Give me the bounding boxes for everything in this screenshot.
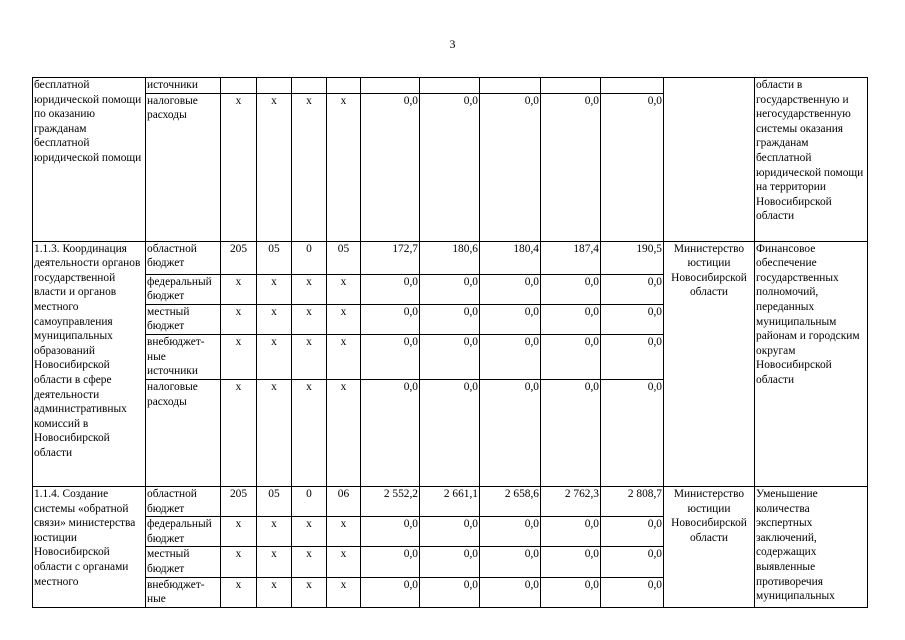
budget-code-cell: x xyxy=(292,93,327,241)
amount-cell: 187,4 xyxy=(541,241,601,274)
amount-cell: 0,0 xyxy=(420,547,480,577)
amount-cell xyxy=(541,78,601,94)
amount-cell: 180,4 xyxy=(480,241,541,274)
amount-cell: 0,0 xyxy=(541,334,601,379)
budget-code-cell: 0 xyxy=(292,241,327,274)
amount-cell: 0,0 xyxy=(361,304,420,334)
amount-cell: 180,6 xyxy=(420,241,480,274)
budget-code-cell: 205 xyxy=(221,486,257,516)
budget-code-cell: x xyxy=(292,274,327,304)
amount-cell: 0,0 xyxy=(480,577,541,607)
budget-code-cell: x xyxy=(327,334,361,379)
table-row xyxy=(33,78,868,94)
budget-code-cell: x xyxy=(257,334,292,379)
budget-code-cell: x xyxy=(257,547,292,577)
expected-result-cell: Финансовое обеспечение государственных полномочий, переданных муниципальным районам и городским округам Новосибирской области xyxy=(755,241,868,486)
amount-cell: 0,0 xyxy=(361,577,420,607)
budget-code-cell: x xyxy=(257,379,292,486)
budget-code-cell: x xyxy=(292,379,327,486)
budget-code-cell: x xyxy=(221,274,257,304)
measure-name-cell: 1.1.4. Создание системы «обратной связи» министерства юстиции Новосибирской области с органами местного xyxy=(33,486,146,607)
budget-code-cell: 06 xyxy=(327,486,361,516)
amount-cell: 0,0 xyxy=(601,577,664,607)
amount-cell: 0,0 xyxy=(480,379,541,486)
budget-code-cell: x xyxy=(327,274,361,304)
amount-cell: 0,0 xyxy=(541,304,601,334)
funding-source-cell: местный бюджет xyxy=(146,304,221,334)
budget-code-cell: x xyxy=(327,547,361,577)
amount-cell: 0,0 xyxy=(420,274,480,304)
budget-code-cell: x xyxy=(292,547,327,577)
amount-cell: 0,0 xyxy=(420,334,480,379)
amount-cell xyxy=(361,78,420,94)
funding-source-cell: внебюджет-ные источники xyxy=(146,334,221,379)
budget-code-cell: x xyxy=(221,304,257,334)
funding-source-cell: внебюджет-ные xyxy=(146,577,221,607)
budget-code-cell: 0 xyxy=(292,486,327,516)
amount-cell: 0,0 xyxy=(541,93,601,241)
budget-code-cell: x xyxy=(221,379,257,486)
budget-code-cell: x xyxy=(257,304,292,334)
amount-cell: 0,0 xyxy=(601,379,664,486)
executor-cell: Министерство юстиции Новосибирской области xyxy=(664,241,755,486)
amount-cell: 0,0 xyxy=(361,274,420,304)
amount-cell: 0,0 xyxy=(361,93,420,241)
budget-code-cell: x xyxy=(327,379,361,486)
amount-cell: 0,0 xyxy=(601,274,664,304)
amount-cell: 2 661,1 xyxy=(420,486,480,516)
amount-cell: 0,0 xyxy=(361,379,420,486)
table-row xyxy=(33,241,868,274)
funding-source-cell: федеральный бюджет xyxy=(146,274,221,304)
budget-code-cell: x xyxy=(292,334,327,379)
table-row xyxy=(33,486,868,516)
program-table xyxy=(32,77,868,608)
budget-code-cell: x xyxy=(257,93,292,241)
budget-code-cell: x xyxy=(327,577,361,607)
measure-name-cell: 1.1.3. Координация деятельности органов государственной власти и органов местного самоуправления муниципальных образований Новосибирской области в сфере деятельности административных комиссий в Новосибирской области xyxy=(33,241,146,486)
amount-cell: 172,7 xyxy=(361,241,420,274)
amount-cell xyxy=(420,78,480,94)
budget-code-cell xyxy=(221,78,257,94)
amount-cell: 0,0 xyxy=(480,304,541,334)
budget-code-cell: x xyxy=(257,577,292,607)
executor-cell: Министерство юстиции Новосибирской области xyxy=(664,486,755,607)
amount-cell: 0,0 xyxy=(420,93,480,241)
amount-cell: 0,0 xyxy=(541,547,601,577)
amount-cell: 2 808,7 xyxy=(601,486,664,516)
budget-code-cell: x xyxy=(221,517,257,547)
amount-cell: 2 658,6 xyxy=(480,486,541,516)
amount-cell: 0,0 xyxy=(361,517,420,547)
measure-name-cell: бесплатной юридической помощи по оказанию гражданам бесплатной юридической помощи xyxy=(33,78,146,242)
amount-cell: 0,0 xyxy=(601,93,664,241)
budget-code-cell: x xyxy=(327,517,361,547)
funding-source-cell: налоговые расходы xyxy=(146,379,221,486)
budget-code-cell: x xyxy=(221,577,257,607)
expected-result-cell: Уменьшение количества экспертных заключений, содержащих выявленные противоречия муниципальных xyxy=(755,486,868,607)
funding-source-cell: федеральный бюджет xyxy=(146,517,221,547)
amount-cell: 0,0 xyxy=(420,379,480,486)
amount-cell: 0,0 xyxy=(361,547,420,577)
executor-cell xyxy=(664,78,755,242)
budget-code-cell: 05 xyxy=(257,241,292,274)
amount-cell xyxy=(480,78,541,94)
budget-code-cell: x xyxy=(221,93,257,241)
budget-code-cell: 05 xyxy=(327,241,361,274)
amount-cell xyxy=(601,78,664,94)
amount-cell: 0,0 xyxy=(420,304,480,334)
expected-result-cell: области в государственную и негосударственную системы оказания гражданам бесплатной юридической помощи на территории Новосибирской области xyxy=(755,78,868,242)
amount-cell: 0,0 xyxy=(420,517,480,547)
table-body xyxy=(33,78,868,608)
budget-code-cell xyxy=(327,78,361,94)
amount-cell: 0,0 xyxy=(601,334,664,379)
amount-cell: 0,0 xyxy=(480,93,541,241)
budget-code-cell: x xyxy=(257,517,292,547)
page-number: 3 xyxy=(449,37,456,51)
budget-code-cell: x xyxy=(327,93,361,241)
budget-code-cell: 05 xyxy=(257,486,292,516)
amount-cell: 0,0 xyxy=(361,334,420,379)
amount-cell: 2 552,2 xyxy=(361,486,420,516)
amount-cell: 0,0 xyxy=(541,577,601,607)
amount-cell: 190,5 xyxy=(601,241,664,274)
amount-cell: 0,0 xyxy=(420,577,480,607)
budget-code-cell: x xyxy=(257,274,292,304)
funding-source-cell: источники xyxy=(146,78,221,94)
funding-source-cell: местный бюджет xyxy=(146,547,221,577)
funding-source-cell: областной бюджет xyxy=(146,241,221,274)
amount-cell: 0,0 xyxy=(480,547,541,577)
amount-cell: 2 762,3 xyxy=(541,486,601,516)
budget-code-cell: x xyxy=(327,304,361,334)
amount-cell: 0,0 xyxy=(601,547,664,577)
budget-code-cell: x xyxy=(221,547,257,577)
amount-cell: 0,0 xyxy=(541,517,601,547)
budget-code-cell: 205 xyxy=(221,241,257,274)
amount-cell: 0,0 xyxy=(601,517,664,547)
amount-cell: 0,0 xyxy=(601,304,664,334)
budget-code-cell: x xyxy=(292,517,327,547)
funding-source-cell: налоговые расходы xyxy=(146,93,221,241)
budget-code-cell xyxy=(292,78,327,94)
amount-cell: 0,0 xyxy=(480,334,541,379)
budget-code-cell: x xyxy=(292,577,327,607)
amount-cell: 0,0 xyxy=(541,379,601,486)
amount-cell: 0,0 xyxy=(541,274,601,304)
budget-code-cell xyxy=(257,78,292,94)
funding-source-cell: областной бюджет xyxy=(146,486,221,516)
budget-code-cell: x xyxy=(221,334,257,379)
amount-cell: 0,0 xyxy=(480,517,541,547)
amount-cell: 0,0 xyxy=(480,274,541,304)
budget-code-cell: x xyxy=(292,304,327,334)
